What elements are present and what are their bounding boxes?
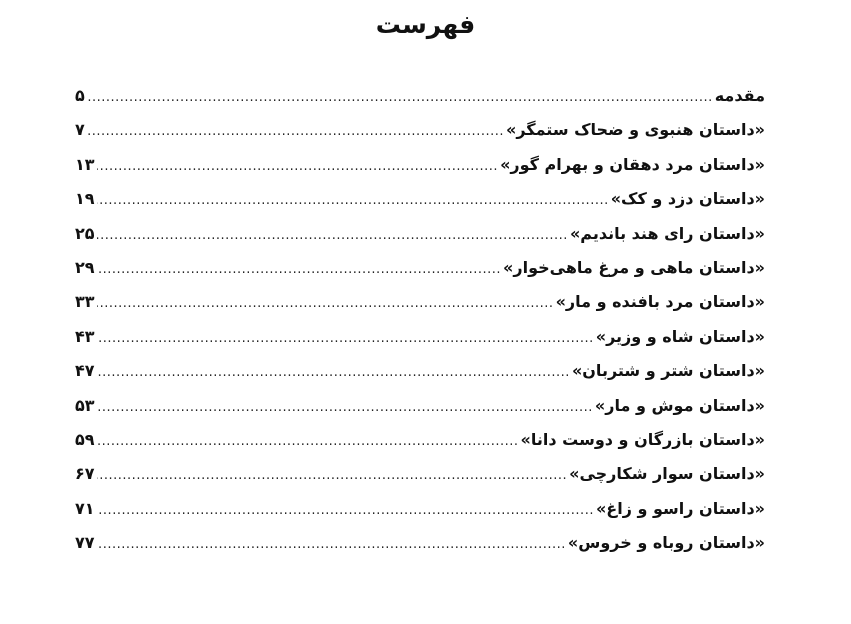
toc-entry-page: ۵۹	[75, 429, 95, 449]
toc-entry-title: مقدمه	[714, 86, 765, 105]
toc-entry[interactable]	[75, 189, 765, 223]
toc-entry-page: ۷	[75, 120, 85, 140]
dot-leader	[97, 503, 594, 518]
dot-leader	[97, 400, 593, 415]
dot-leader	[97, 331, 594, 346]
toc-entry-title: «داستان سوار شکارچی»	[569, 464, 765, 484]
toc-entry-title: «داستان هنبوی و ضحاک ستمگر»	[505, 120, 765, 140]
toc-entry[interactable]	[75, 292, 765, 326]
toc-entry-title: «داستان بازرگان و دوست دانا»	[520, 429, 765, 449]
page-title: فهرست	[375, 10, 476, 39]
toc-entry-title: «داستان شتر و شتربان»	[571, 361, 765, 381]
dot-leader	[97, 537, 566, 552]
dot-leader	[87, 124, 504, 139]
dot-leader	[97, 296, 554, 311]
toc-entry-page: ۶۷	[75, 464, 95, 484]
dot-leader	[87, 90, 713, 105]
toc-entry-page: ۷۱	[75, 498, 95, 518]
toc-entry-page: ۵	[75, 86, 85, 105]
toc-entry-title: «داستان شاه و وزیر»	[595, 326, 765, 346]
table-of-contents	[75, 86, 765, 567]
toc-entry[interactable]	[75, 327, 765, 361]
toc-entry-page: ۵۳	[75, 395, 95, 415]
toc-entry-page: ۲۵	[75, 223, 95, 243]
toc-entry-title: «داستان روباه و خروس»	[567, 533, 765, 553]
toc-entry[interactable]	[75, 86, 765, 120]
dot-leader	[97, 193, 609, 208]
toc-entry[interactable]	[75, 499, 765, 533]
toc-entry[interactable]	[75, 464, 765, 498]
dot-leader	[97, 228, 568, 243]
dot-leader	[97, 159, 499, 174]
toc-entry[interactable]	[75, 361, 765, 395]
toc-entry[interactable]	[75, 430, 765, 464]
toc-entry-title: «داستان مرد بافنده و مار»	[555, 292, 765, 312]
toc-entry-title: «داستان ماهی و مرغ ماهی‌خوار»	[503, 257, 765, 277]
toc-entry-title: «داستان دزد و کک»	[610, 189, 765, 209]
dot-leader	[97, 262, 502, 277]
toc-entry[interactable]	[75, 258, 765, 292]
toc-entry-title: «داستان راسو و زاغ»	[595, 498, 765, 518]
toc-entry-title: «داستان موش و مار»	[594, 395, 765, 415]
toc-entry[interactable]	[75, 533, 765, 567]
toc-entry-page: ۴۷	[75, 361, 95, 381]
toc-entry-page: ۳۳	[75, 292, 95, 312]
toc-entry[interactable]	[75, 155, 765, 189]
toc-entry[interactable]	[75, 396, 765, 430]
toc-entry-page: ۱۹	[75, 189, 95, 209]
toc-entry-title: «داستان رای هند باندیم»	[569, 223, 765, 243]
dot-leader	[97, 468, 568, 483]
toc-entry[interactable]	[75, 224, 765, 258]
dot-leader	[97, 434, 519, 449]
toc-entry[interactable]	[75, 120, 765, 154]
toc-entry-page: ۴۳	[75, 326, 95, 346]
dot-leader	[97, 365, 570, 380]
toc-entry-page: ۷۷	[75, 533, 95, 553]
toc-entry-page: ۲۹	[75, 257, 95, 277]
toc-entry-page: ۱۳	[75, 154, 95, 174]
toc-entry-title: «داستان مرد دهقان و بهرام گور»	[500, 154, 765, 174]
